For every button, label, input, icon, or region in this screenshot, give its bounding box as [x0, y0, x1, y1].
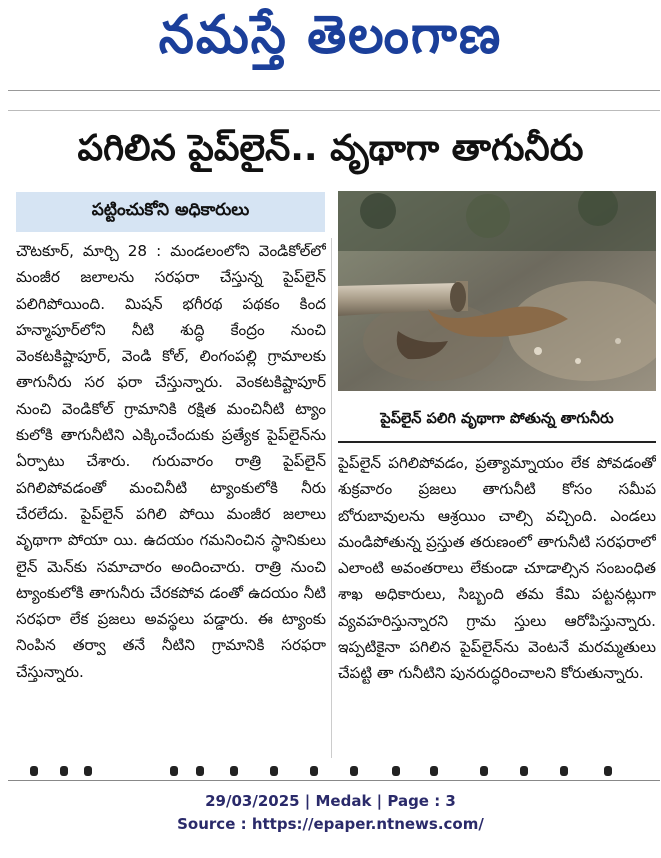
clipped-next-article-text	[20, 764, 640, 778]
footer	[0, 790, 661, 850]
article-headline: పగిలిన పైప్‌లైన్.. వృథాగా తాగునీరు	[77, 128, 584, 169]
article-subhead: పట్టించుకోని అధికారులు	[16, 192, 325, 232]
footer-date-edition: 29/03/2025 | Medak | Page : 3	[205, 792, 456, 810]
article-body-right	[338, 450, 656, 760]
broken-pipeline-photo	[338, 191, 656, 391]
article-photo	[338, 191, 656, 391]
caption-divider	[338, 441, 656, 443]
headline-top-divider	[8, 110, 660, 111]
masthead	[0, 0, 661, 82]
article-paragraph-left: చౌటకూర్, మార్చి 28 : మండలంలోని వెండికోల్‌లో మంజీర జలాలను సరఫరా చేస్తున్న పైప్‌లైన్ పలిగిపోయింది. మిషన్ భగీరథ పథకం కింద హన్మాపూర్‌లోని నీటి శుద్ధి కేంద్రం నుంచి వెంకటకిష్టాపూర్, వెండి కోల్, లింగంపల్లి గ్రామాలకు తాగునీరు సర ఫరా చేస్తున్నారు. వెంకటకిష్టాపూర్ నుంచి వెండికోల్ గ్రామానికి రక్షిత మంచినీటి ట్యాం కులోకి తాగునీటిని ఎక్కించేందుకు ప్రత్యేక పైప్‌లైన్‌ను ఏర్పాటు చేశారు. గురువారం రాత్రి పైప్‌లైన్ పగిలిపోవడంతో మంచినీటి ట్యాంకులోకి నీరు చేరలేదు. పైప్‌లైన్ పగిలి పోయి మంజీర జలాలు వృథాగా పోయా యి. ఉదయం గమనించిన స్థానికులు లైన్ మెన్‌కు సమాచారం అందించారు. రాత్రి నుంచి ట్యాంకులోకి తాగునీరు చేరకపోవ డంతో ఉదయం నీటి సరఫరా లేక ప్రజలు అవస్థలు పడ్డారు. ఈ ట్యాంకు నింపిన తర్వా తనే నీటిని గ్రామానికి సరఫరా చేస్తున్నారు.	[16, 242, 326, 681]
newspaper-logo: నమస్తే తెలంగాణ	[158, 3, 503, 65]
footer-source-link[interactable]: Source : https://epaper.ntnews.com/	[177, 815, 484, 833]
column-divider	[331, 238, 332, 758]
article-body-left	[16, 238, 326, 758]
page-bottom-divider	[8, 780, 660, 781]
masthead-divider	[8, 90, 660, 91]
photo-caption: పైప్‌లైన్ పలిగి వృథాగా పోతున్న తాగునీరు	[380, 411, 614, 427]
article-paragraph-right: పైప్‌లైన్ పగిలిపోవడం, ప్రత్యామ్నాయం లేక పోవడంతో శుక్రవారం ప్రజలు తాగునీటి కోసం సమీప బోరుబావులను ఆశ్రయిం చాల్సి వచ్చింది. ఎండలు మండిపోతున్న ప్రస్తుత తరుణంలో తాగునీటి సరఫరాలో ఎలాంటి అవంతరాలు లేకుండా చూడాల్సిన సంబంధిత శాఖ అధికారులు, సిబ్బంది తమ కేమి పట్టనట్లుగా వ్యవహరిస్తున్నారని గ్రామ స్తులు ఆరోపిస్తున్నారు. ఇప్పటికైనా పగిలిన పైప్‌లైన్‌ను వెంటనే మరమ్మతులు చేపట్టి తా గునీటిని పునరుద్ధరించాలని కోరుతున్నారు.	[338, 454, 656, 683]
